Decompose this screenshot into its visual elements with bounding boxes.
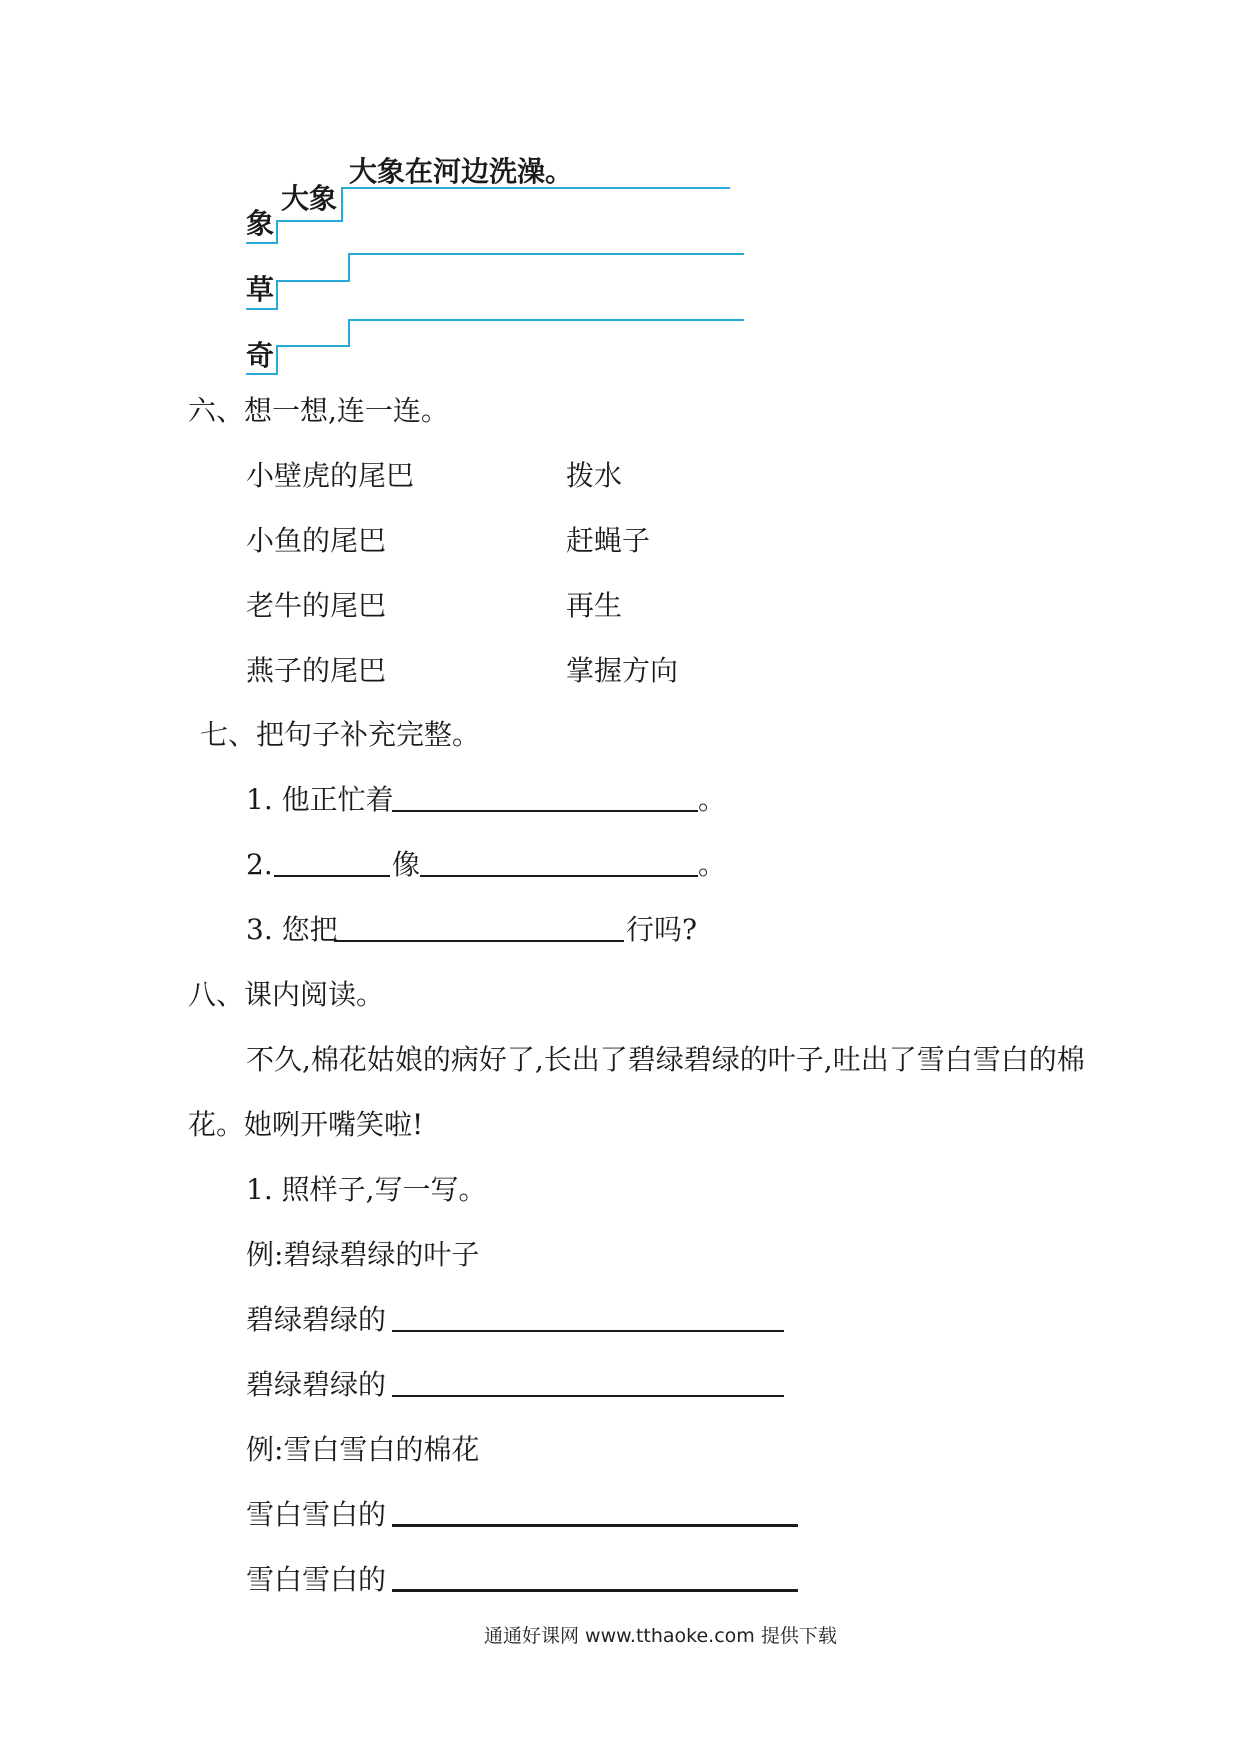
q2-end: 。 [698,848,727,881]
q3-blank[interactable] [334,940,624,942]
stair-line-2 [246,254,744,309]
stair-char-3: 奇 [246,339,275,372]
q3-end: 行吗? [626,913,698,946]
footer-text: 通通好课网 www.tthaoke.com 提供下载 [484,1625,837,1647]
section7-title: 七、把句子补充完整。 [200,718,481,751]
q2-blank-2[interactable] [420,875,698,877]
match-left-4: 燕子的尾巴 [246,654,387,687]
example-2: 例:雪白雪白的棉花 [246,1433,480,1466]
stair-diagram [0,0,1240,380]
q1-blank[interactable] [392,810,698,812]
fill2-a-prefix: 雪白雪白的 [246,1498,387,1531]
match-left-2: 小鱼的尾巴 [246,524,387,557]
section6-title: 六、想一想,连一连。 [188,394,449,427]
section8-title: 八、课内阅读。 [188,978,385,1011]
stair-mid-1: 大象 [281,182,338,215]
match-right-4: 掌握方向 [566,654,679,687]
passage-line-1: 不久,棉花姑娘的病好了,长出了碧绿碧绿的叶子,吐出了雪白雪白的棉 [246,1043,1085,1076]
q2-blank-1[interactable] [274,875,390,877]
example-1: 例:碧绿碧绿的叶子 [246,1238,480,1271]
fill2-b-blank[interactable] [392,1589,798,1592]
q3-prefix: 3. 您把 [246,913,338,946]
match-right-1: 拨水 [566,459,623,492]
section8-q1-title: 1. 照样子,写一写。 [246,1173,487,1206]
q2-prefix: 2. [246,848,273,881]
stair-char-2: 草 [246,273,275,306]
q2-mid: 像 [392,848,421,881]
q1-end: 。 [698,783,727,816]
fill1-a-prefix: 碧绿碧绿的 [246,1303,387,1336]
stair-line-3 [246,320,744,374]
fill2-a-blank[interactable] [392,1524,798,1527]
q1-prefix: 1. 他正忙着 [246,783,394,816]
fill1-b-prefix: 碧绿碧绿的 [246,1368,387,1401]
stair-char-1: 象 [246,207,275,240]
fill1-b-blank[interactable] [392,1395,784,1397]
stair-top-1: 大象在河边洗澡。 [349,155,574,188]
match-left-1: 小壁虎的尾巴 [246,459,415,492]
match-right-3: 再生 [566,589,623,622]
fill2-b-prefix: 雪白雪白的 [246,1563,387,1596]
match-right-2: 赶蝇子 [566,524,651,557]
match-left-3: 老牛的尾巴 [246,589,387,622]
fill1-a-blank[interactable] [392,1330,784,1332]
passage-line-2: 花。她咧开嘴笑啦! [188,1108,424,1141]
